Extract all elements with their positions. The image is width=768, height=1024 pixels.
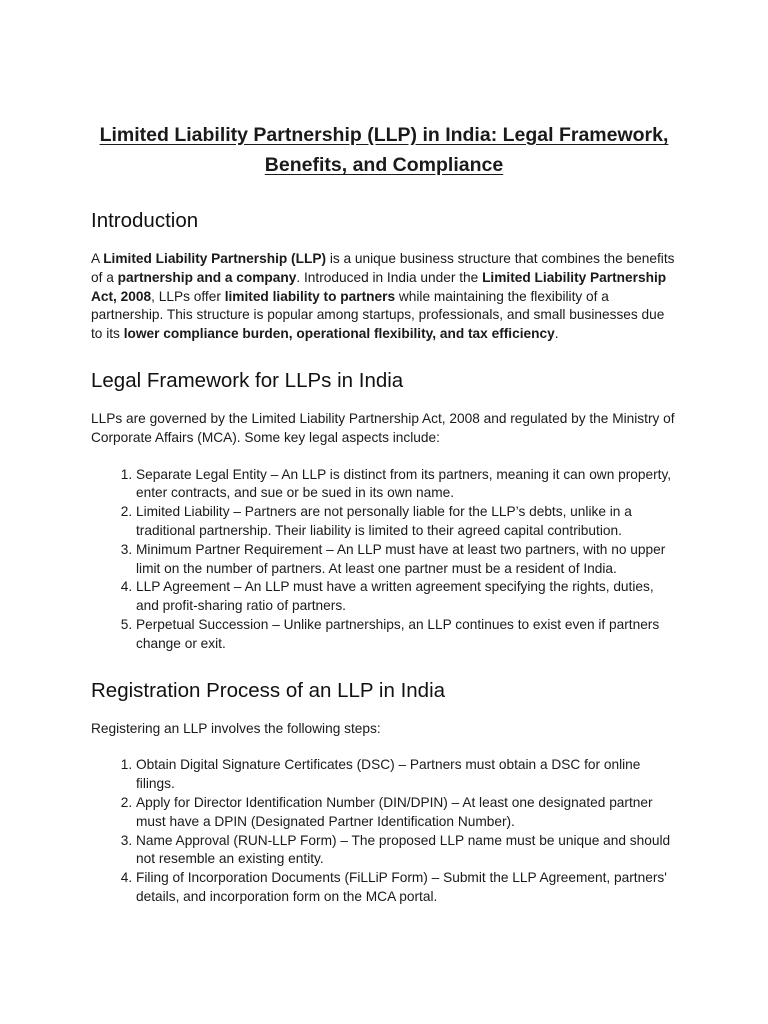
list-item: 1. Separate Legal Entity – An LLP is distinct from its partners, meaning it can own property, enter contracts, and sue or be sued in its own name. <box>136 466 677 504</box>
document-page <box>91 120 677 907</box>
intro-segment-bold: lower compliance burden, operational flexibility, and tax efficiency <box>123 326 555 342</box>
intro-segment: is a unique business structure that combines the benefits of a <box>91 251 675 285</box>
registration-intro: Registering an LLP involves the following steps: <box>91 720 381 736</box>
registration-list <box>91 756 677 906</box>
intro-segment: while maintaining the flexibility of a partnership. This structure is popular among startups, professionals, and small businesses due to its <box>91 288 665 342</box>
legal-framework-heading: Legal Framework for LLPs in India <box>91 368 404 392</box>
registration-heading: Registration Process of an LLP in India <box>91 678 446 702</box>
intro-segment-bold: limited liability to partners <box>224 288 396 304</box>
list-item: 3. Minimum Partner Requirement – An LLP must have at least two partners, with no upper limit on the number of partners. At least one partner must be a resident of India. <box>136 541 677 579</box>
list-item: 1. Obtain Digital Signature Certificates (DSC) – Partners must obtain a DSC for online filings. <box>136 756 677 794</box>
intro-segment: . Introduced in India under the <box>296 269 483 285</box>
list-item: 2. Limited Liability – Partners are not personally liable for the LLP’s debts, unlike in a traditional partnership. Their liability is limited to their agreed capital contribution. <box>136 503 677 541</box>
legal-framework-list <box>91 466 677 654</box>
list-item: 4. Filing of Incorporation Documents (FiLLiP Form) – Submit the LLP Agreement, partners' details, and incorporation form on the MCA portal. <box>136 869 677 907</box>
intro-segment: . <box>554 326 559 342</box>
intro-segment-bold: Limited Liability Partnership Act, 2008 <box>91 269 667 304</box>
list-item: 3. Name Approval (RUN-LLP Form) – The proposed LLP name must be unique and should not resemble an existing entity. <box>136 832 677 870</box>
introduction-heading: Introduction <box>91 209 199 232</box>
document-title: Limited Liability Partnership (LLP) in India: Legal Framework, Benefits, and Compliance <box>99 124 669 176</box>
list-item: 4. LLP Agreement – An LLP must have a written agreement specifying the rights, duties, and profit-sharing ratio of partners. <box>136 578 677 616</box>
intro-segment: A <box>91 251 104 266</box>
list-item: 2. Apply for Director Identification Number (DIN/DPIN) – At least one designated partner must have a DPIN (Designated Partner Identification Number). <box>136 794 677 832</box>
list-item: 5. Perpetual Succession – Unlike partnerships, an LLP continues to exist even if partners change or exit. <box>136 616 677 654</box>
intro-segment: , LLPs offer <box>151 288 225 304</box>
legal-framework-intro: LLPs are governed by the Limited Liability Partnership Act, 2008 and regulated by the Ministry of Corporate Affairs (MCA). Some key legal aspects include: <box>91 410 675 445</box>
intro-segment-bold: partnership and a company <box>117 269 297 285</box>
intro-segment-bold: Limited Liability Partnership (LLP) <box>103 251 327 266</box>
introduction-paragraph <box>91 250 677 344</box>
